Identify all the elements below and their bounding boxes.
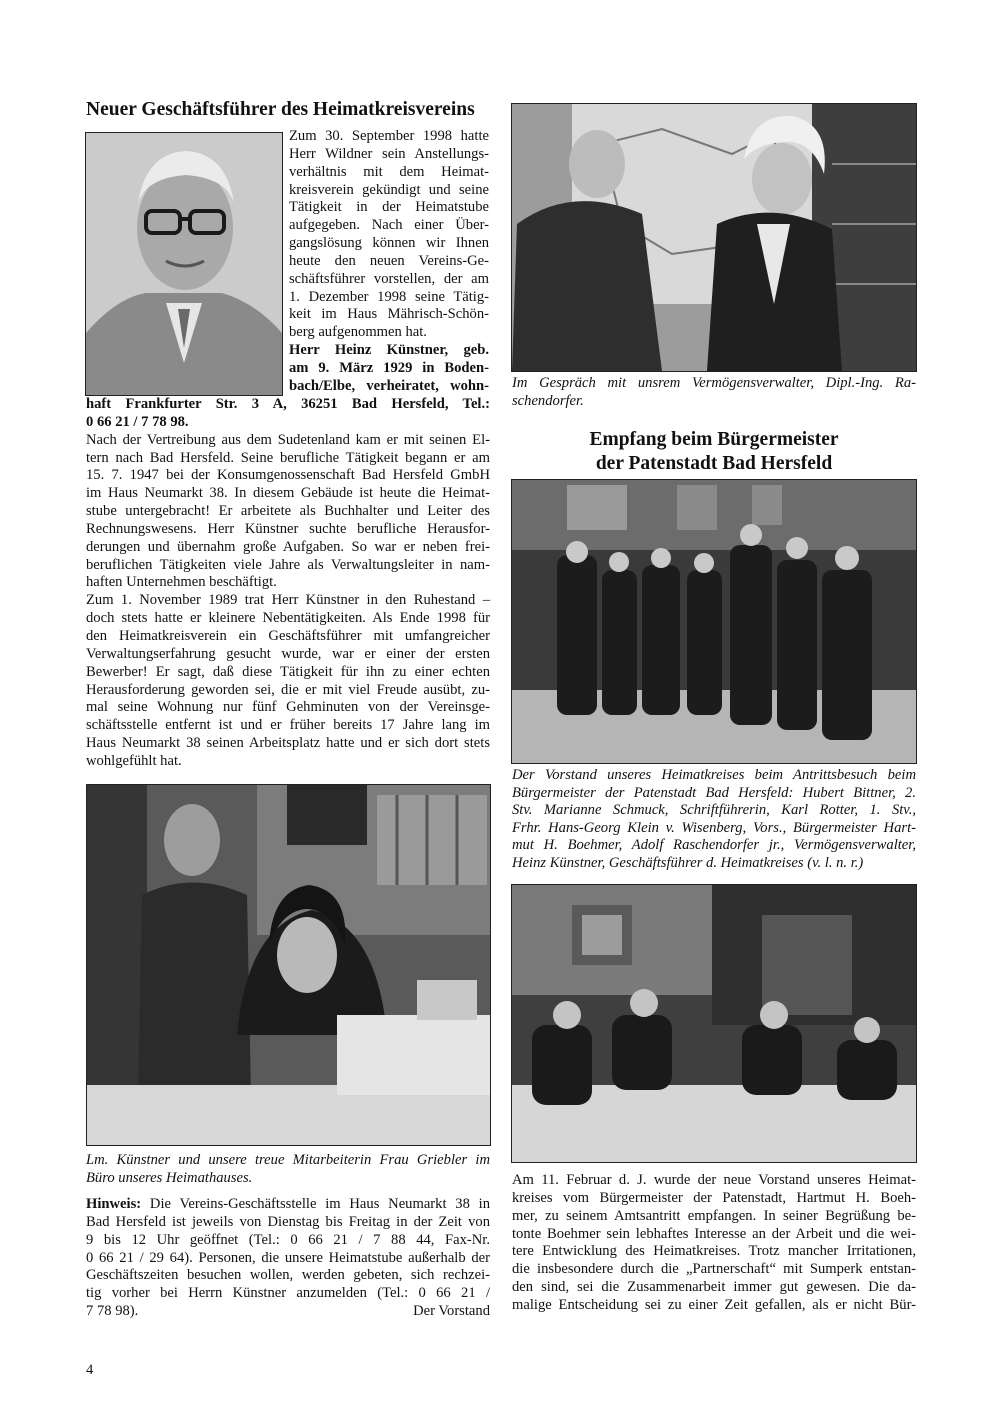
notice-first-line: Die Vereins-Geschäftsstelle im Haus Neumarkt 38 in (141, 1196, 490, 1212)
bio-line: 0 66 21 / 7 78 98. (86, 413, 189, 430)
bio-line: am 9. März 1929 in Boden- (289, 359, 489, 376)
para-line: Rechnungswesens. Herr Künstner suchte berufliche Herausfor- (86, 520, 490, 537)
intro-line: 1. Dezember 1998 seine Tätig- (289, 288, 489, 305)
caption-line: Heinz Künstner, Geschäftsführer d. Heimatkreises (v. l. n. r.) (512, 854, 864, 871)
notice-line: Geschäftszeiten besuchen wollen, werden gebeten, sich rechzei- (86, 1267, 490, 1284)
caption-line: Der Vorstand unseres Heimatkreises beim Antrittsbesuch beim (512, 767, 916, 783)
body-line: tere Entwicklung des Heimatkreises. Trotz mancher Irritationen, (512, 1243, 916, 1260)
notice-line: tig vorher bei Herrn Künstner anzumelden (Tel.: 0 66 21 / (86, 1285, 490, 1302)
caption-line: Frhr. Hans-Georg Klein v. Wisenberg, Vors., Bürgermeister Hart- (512, 819, 916, 836)
para-line: mal seine Wohnung nur fünf Gehminuten von der Vereinsge- (86, 699, 490, 716)
signature: Der Vorstand (413, 1303, 490, 1320)
paragraph-retirement (86, 592, 490, 770)
intro-line: berg aufgenommen hat. (289, 324, 427, 341)
para-line: haften Unternehmen beschäftigt. (86, 574, 277, 591)
notice-label: Hinweis: (86, 1196, 142, 1212)
intro-line: heute den neuen Vereins-Ge- (289, 252, 489, 269)
intro-line: aufgegeben. Nach einer Über- (289, 217, 489, 234)
group-photo (511, 479, 917, 764)
caption-line: schendorfer. (512, 392, 584, 409)
intro-line: keit im Haus Mährisch-Schön- (289, 306, 489, 323)
notice-line (86, 1196, 490, 1214)
title-line: der Patenstadt Bad Hersfeld (595, 453, 833, 474)
page-number: 4 (86, 1362, 94, 1378)
reception-body (512, 1172, 916, 1315)
title-line: Empfang beim Bürgermeister (589, 429, 839, 450)
body-line: malige Entscheidung sei zu einer Zeit gefallen, als er nicht Bür- (512, 1296, 916, 1313)
intro-line: Zum 30. September 1998 hatte (289, 128, 489, 144)
caption-line: mut H. Boehmer, Adolf Raschendorfer jr., Vermögensverwalter, (512, 837, 916, 853)
intro-line: kreisverein gekündigt und seine (289, 181, 489, 198)
para-line: stube untergebracht! Er arbeitete als Buchhalter und Leiter des (86, 503, 490, 520)
body-line: den sind, sei die Zusammenarbeit immer gut gewesen. Die da- (512, 1279, 916, 1296)
intro-line: schäftsführer vorstellen, der am (289, 270, 489, 287)
bio-line: bach/Elbe, verheiratet, wohn- (289, 377, 489, 394)
para-line: Herausforderung geworden sei, die er mit viel Freude ausübt, zu- (86, 681, 490, 698)
body-line: Am 11. Februar d. J. wurde der neue Vorstand unseres Heimat- (512, 1172, 916, 1188)
intro-line: Tätigkeit in der Heimatstube (289, 199, 489, 216)
reception-title (512, 428, 916, 476)
intro-text-block (289, 128, 489, 396)
para-line: doch stets hatte er kleinere Nebentätigkeiten. Als Ende 1998 für (86, 610, 490, 627)
intro-line: gangslösung können wir Ihnen (289, 235, 489, 252)
para-line: derungen und übernahm große Aufgaben. So war er neben frei- (86, 538, 490, 555)
notice-final-line (86, 1303, 490, 1321)
para-line: den Heimatkreisverein ein Geschäftsführer mit umfangreicher (86, 627, 490, 644)
bio-line: haft Frankfurter Str. 3 A, 36251 Bad Hersfeld, Tel.: (86, 396, 490, 412)
caption-line: Lm. Künstner und unsere treue Mitarbeiterin Frau Griebler im (86, 1152, 490, 1168)
intro-line: Herr Wildner sein Anstellungs- (289, 145, 489, 162)
office-photo (86, 784, 491, 1146)
notice-line: 0 66 21 / 29 64). Personen, die unsere Heimatstube außerhalb der (86, 1249, 490, 1266)
caption-line: Büro unseres Heimathauses. (86, 1169, 253, 1186)
body-line: die insbesondere durch die „Partnerschaft“ mit Sumperk entstan- (512, 1261, 916, 1278)
para-line: Bewerber! Er sagt, daß diese Tätigkeit für ihn zu einer echten (86, 663, 490, 680)
body-line: tonte Boehmer sein lebhaftes Interesse an der Arbeit und die wei- (512, 1225, 916, 1242)
para-line: Haus Neumarkt 38 seinen Arbeitsplatz hatte und er sich dort stets (86, 735, 490, 752)
para-line: schäftsstelle entfernt ist und er früher bereits 17 Jahre lang im (86, 717, 490, 734)
body-line: mer, zu seinem Amtsantritt empfangen. In seiner Begrüßung be- (512, 1207, 916, 1224)
notice-last-line: 7 78 98). (86, 1303, 139, 1320)
caption-line: Im Gespräch mit unsrem Vermögensverwalter, Dipl.-Ing. Ra- (512, 375, 916, 391)
body-line: kreises vom Bürgermeister der Patenstadt, Hartmut H. Boeh- (512, 1189, 916, 1206)
notice-line: 9 bis 12 Uhr geöffnet (Tel.: 0 66 21 / 7 88 44, Fax-Nr. (86, 1231, 490, 1248)
para-line: wohlgefühlt hat. (86, 752, 182, 769)
para-line: im Haus Neumarkt 38. In diesem Gebäude ist heute die Heimat- (86, 485, 490, 502)
para-line: tern nach Bad Hersfeld. Seine berufliche Tätigkeit begann er am (86, 449, 490, 466)
para-line: Verwaltungserfahrung gesucht wurde, war er einer der ersten (86, 645, 490, 662)
conversation-photo (511, 103, 917, 372)
para-line: 15. 7. 1947 bei der Konsumgenossenschaft Bad Hersfeld GmbH (86, 467, 490, 484)
group-photo-caption (512, 767, 916, 872)
portrait-photo-kuenstner (85, 132, 283, 396)
paragraph-career (86, 432, 490, 593)
para-line: beruflichen Tätigkeiten viele Jahre als Verwaltungsleiter in nam- (86, 556, 490, 573)
para-line: Zum 1. November 1989 trat Herr Künstner in den Ruhestand – (86, 592, 490, 609)
meeting-photo (511, 884, 917, 1163)
article-body (86, 396, 490, 771)
conversation-photo-caption (512, 375, 916, 410)
notice-line: Bad Hersfeld ist jeweils von Dienstag bis Freitag in der Zeit von (86, 1213, 490, 1230)
article-title: Neuer Geschäftsführer des Heimatkreisvereins (86, 99, 475, 120)
bio-line: Herr Heinz Künstner, geb. (289, 342, 489, 359)
caption-line: Stv. Marianne Schmuck, Schriftführerin, Karl Rotter, 1. Stv., (512, 802, 916, 818)
office-photo-caption (86, 1152, 490, 1187)
notice-block (86, 1196, 490, 1321)
caption-line: Bürgermeister der Patenstadt Bad Hersfeld: Hubert Bittner, 2. (512, 784, 916, 801)
intro-line: verhältnis mit dem Heimat- (289, 163, 489, 180)
para-line: Nach der Vertreibung aus dem Sudetenland kam er mit seinen El- (86, 431, 490, 448)
